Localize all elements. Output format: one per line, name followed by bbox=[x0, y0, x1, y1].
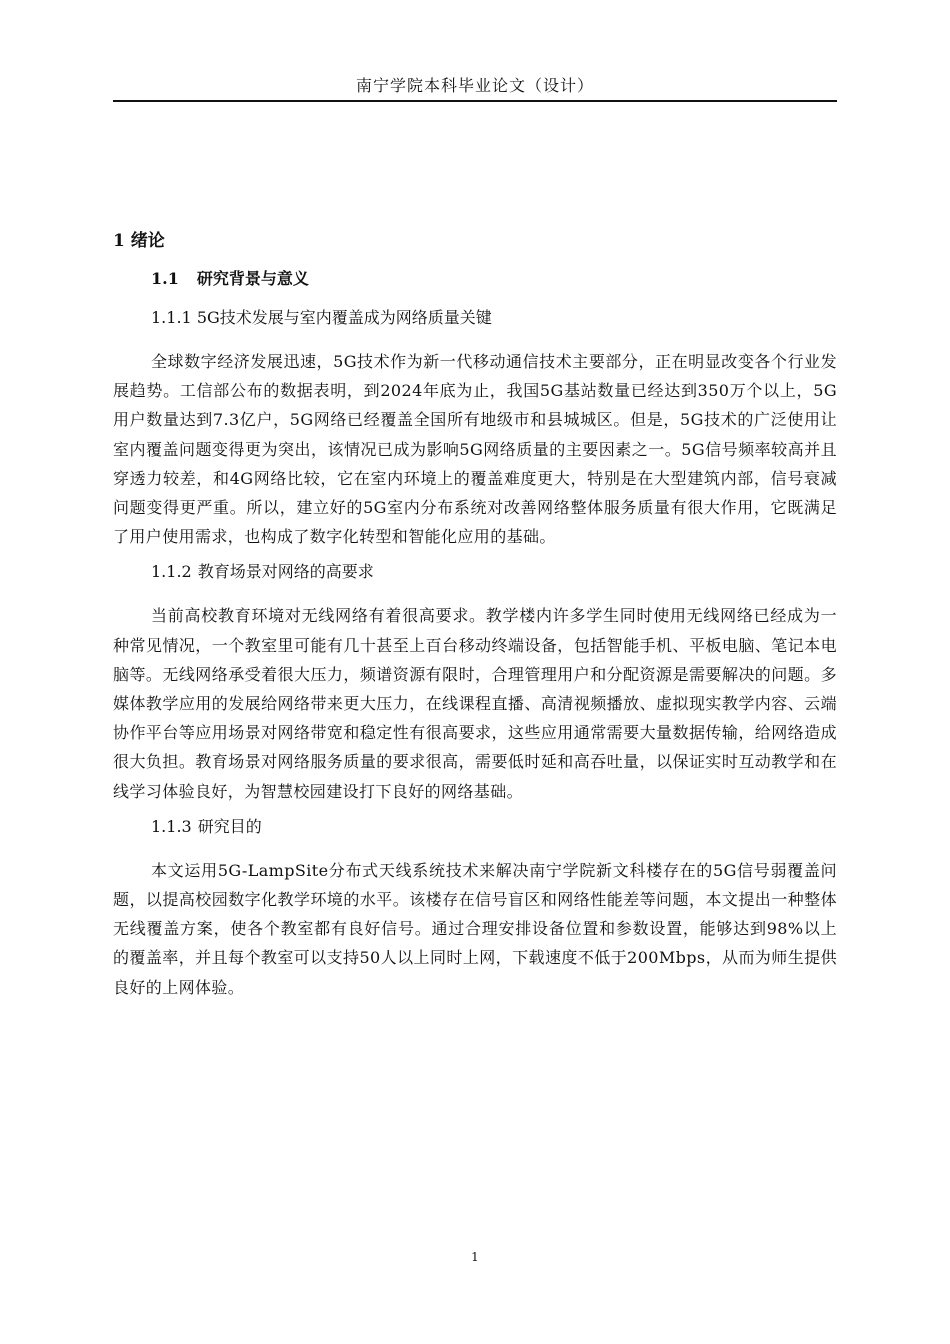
subsection-heading-1-1-1 bbox=[113, 307, 837, 347]
page-header bbox=[113, 76, 837, 102]
document-body bbox=[113, 226, 837, 1012]
header-title: 南宁学院本科毕业论文（设计） bbox=[355, 76, 594, 95]
paragraph-research-purpose: 本文运用5G-LampSite分布式天线系统技术来解决南宁学院新文科楼存在的5G信号弱覆盖问题，以提高校园数字化教学环境的水平。该楼存在信号盲区和网络性能差等问题，本文提出一种整体无线覆盖方案，使各个教室都有良好信号。通过合理安排设备位置和参数设置，能够达到98%以上的覆盖率，并且每个教室可以支持50人以上同时上网，下载速度不低于200Mbps，从而为师生提供良好的上网体验。 bbox=[113, 860, 837, 997]
section-heading-1-1 bbox=[113, 268, 837, 307]
subsection-number: 1.1.2 bbox=[151, 562, 192, 582]
subsection-title: 研究目的 bbox=[197, 816, 262, 836]
subsection-heading-1-1-3 bbox=[113, 816, 837, 856]
chapter-heading bbox=[113, 230, 837, 268]
paragraph-education-scenario: 当前高校教育环境对无线网络有着很高要求。教学楼内许多学生同时使用无线网络已经成为一种常见情况，一个教室里可能有几十甚至上百台移动终端设备，包括智能手机、平板电脑、笔记本电脑等。无线网络承受着很大压力，频谱资源有限时，合理管理用户和分配资源是需要解决的问题。多媒体教学应用的发展给网络带来更大压力，在线课程直播、高清视频播放、虚拟现实教学内容、云端协作平台等应用场景对网络带宽和稳定性有很高要求，这些应用通常需要大量数据传输，给网络造成很大负担。教育场景对网络服务质量的要求很高，需要低时延和高吞吐量，以保证实时互动教学和在线学习体验良好，为智慧校园建设打下良好的网络基础。 bbox=[113, 606, 837, 801]
subsection-number: 1.1.1 bbox=[151, 308, 192, 327]
subsection-title: 5G技术发展与室内覆盖成为网络质量关键 bbox=[196, 308, 492, 327]
subsection-number: 1.1.3 bbox=[151, 816, 192, 836]
chapter-title: 绪论 bbox=[130, 231, 165, 251]
paragraph-5g-development: 全球数字经济发展迅速，5G技术作为新一代移动通信技术主要部分，正在明显改变各个行业发展趋势。工信部公布的数据表明，到2024年底为止，我国5G基站数量已经达到350万个以上，5G用户数量达到7.3亿户，5G网络已经覆盖全国所有地级市和县城城区。但是，5G技术的广泛使用让室内覆盖问题变得更为突出，该情况已成为影响5G网络质量的主要因素之一。5G信号频率较高并且穿透力较差，和4G网络比较，它在室内环境上的覆盖难度更大，特别是在大型建筑内部，信号衰减问题变得更严重。所以，建立好的5G室内分布系统对改善网络整体服务质量有很大作用，它既满足了用户使用需求，也构成了数字化转型和智能化应用的基础。 bbox=[113, 352, 837, 547]
chapter-number: 1 bbox=[113, 231, 125, 251]
subsection-title: 教育场景对网络的高要求 bbox=[197, 562, 374, 582]
subsection-heading-1-1-2 bbox=[113, 561, 837, 601]
section-title: 研究背景与意义 bbox=[196, 269, 309, 288]
page-number: 1 bbox=[471, 1250, 479, 1264]
section-number: 1.1 bbox=[151, 269, 179, 288]
